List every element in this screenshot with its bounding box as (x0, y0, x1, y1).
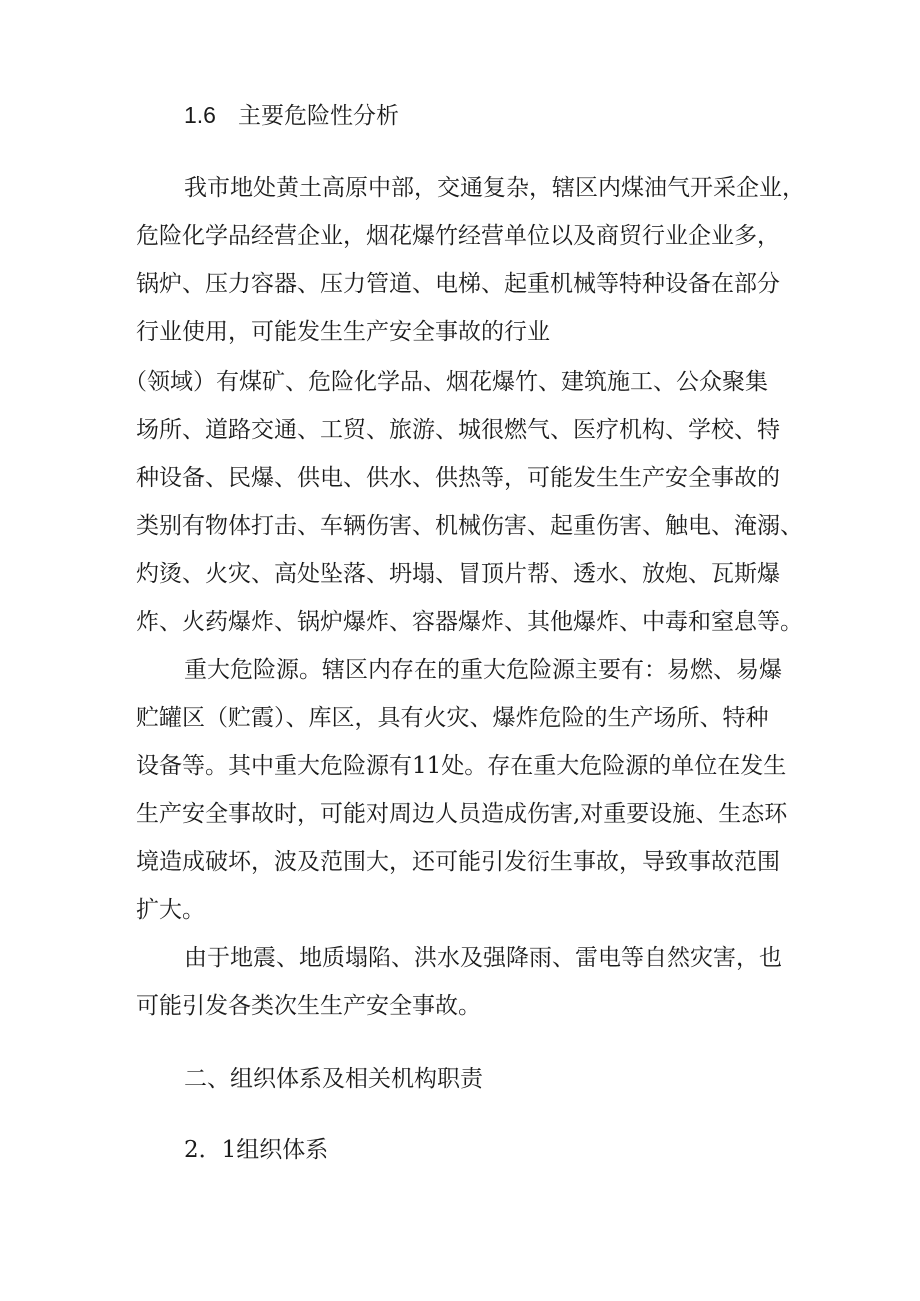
section-title: 主要危险性分析 (237, 103, 399, 129)
paragraph-line: 我市地处黄土高原中部，交通复杂，辖区内煤油气开采企业， (184, 175, 805, 201)
paragraph-line: 危险化学品经营企业，烟花爆竹经营单位以及商贸行业企业多， (136, 223, 780, 249)
paragraph-line: 境造成破坏，波及范围大，还可能引发衍生事故，导致事故范围 (136, 849, 780, 875)
paragraph-line: 生产安全事故时，可能对周边人员造成伤害,对重要设施、生态环 (136, 801, 788, 827)
section-heading-2: 二、组织体系及相关机构职责 (184, 1066, 483, 1092)
paragraph-line: 设备等。其中重大危险源有11处。存在重大危险源的单位在发生 (136, 753, 787, 779)
paragraph-line: 炸、火药爆炸、锅炉爆炸、容器爆炸、其他爆炸、中毒和窒息等。 (136, 609, 803, 635)
paragraph-line: （领域）有煤矿、危险化学品、烟花爆竹、建筑施工、公众聚集 (124, 369, 768, 395)
paragraph-line: 由于地震、地质塌陷、洪水及强降雨、雷电等自然灾害，也 (184, 945, 782, 971)
paragraph-line: 场所、道路交通、工贸、旅游、城很燃气、医疗机构、学校、特 (136, 417, 780, 443)
paragraph-line: 类别有物体打击、车辆伤害、机械伤害、起重伤害、触电、淹溺、 (136, 513, 803, 539)
paragraph-line: 行业使用，可能发生生产安全事故的行业 (136, 319, 550, 345)
paragraph-line: 重大危险源。辖区内存在的重大危险源主要有：易燃、易爆 (184, 657, 782, 683)
paragraph-line: 灼烫、火灾、高处坠落、坍塌、冒顶片帮、透水、放炮、瓦斯爆 (136, 561, 780, 587)
paragraph-line: 扩大。 (136, 897, 205, 923)
paragraph-line: 种设备、民爆、供电、供水、供热等，可能发生生产安全事故的 (136, 465, 780, 491)
section-heading-2-1: 2．1组织体系 (184, 1137, 329, 1163)
paragraph-line: 锅炉、压力容器、压力管道、电梯、起重机械等特种设备在部分 (136, 271, 780, 297)
paragraph-line: 贮罐区（贮霞）、库区，具有火灾、爆炸危险的生产场所、特种 (136, 705, 769, 731)
section-number: 1.6 (184, 102, 216, 128)
section-heading-1-6 (184, 101, 399, 130)
paragraph-line: 可能引发各类次生生产安全事故。 (136, 993, 481, 1019)
